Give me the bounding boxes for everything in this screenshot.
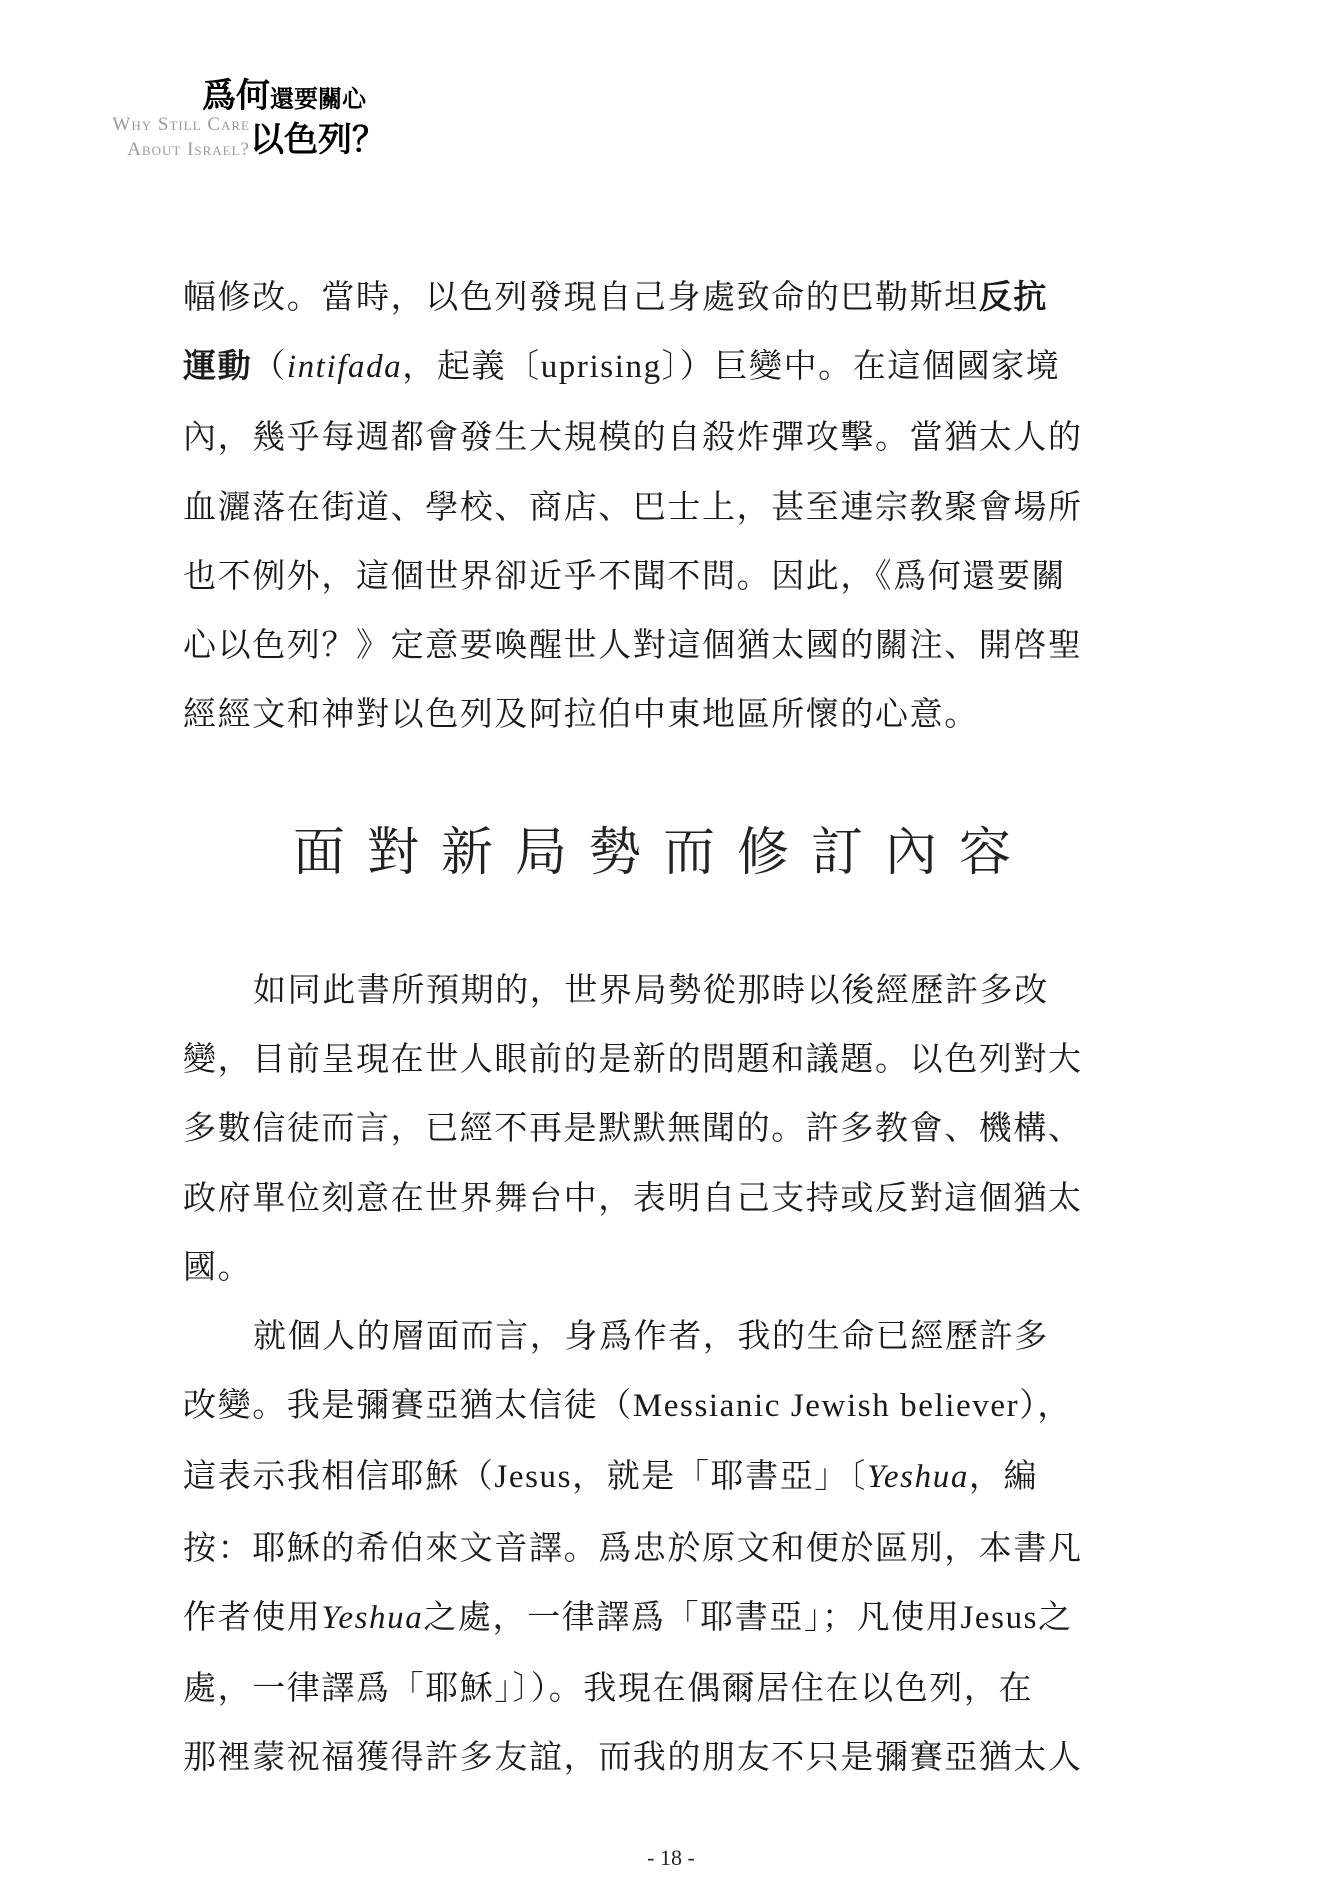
paragraph-1 [183, 262, 1143, 748]
text-run: （ [252, 346, 287, 386]
text-line: 如同此書所預期的，世界局勢從那時以後經歷許多改 [253, 970, 1049, 1009]
text-run: ，起義〔 [402, 346, 541, 386]
paragraph-text [183, 262, 1143, 748]
text-line: 那裡蒙祝福獲得許多友誼，而我的朋友不只是彌賽亞猶太人 [183, 1737, 1083, 1777]
latin-term: Messianic Jewish believer [632, 1388, 1020, 1425]
title-en-line1: Why Still Care [112, 114, 250, 135]
latin-term: uprising [540, 349, 662, 386]
text-run: ，就是「耶書亞」〔 [572, 1456, 867, 1496]
text-line: 按：耶穌的希伯來文音譯。爲忠於原文和便於區別，本書凡 [183, 1527, 1083, 1567]
text-run: 之處，一律譯爲「耶書亞」；凡使用 [423, 1596, 961, 1636]
paragraph-3 [183, 1301, 1143, 1791]
title-zh-big: 爲何 [202, 76, 270, 116]
text-run: ，編 [968, 1456, 1039, 1496]
italic-term: intifada [286, 349, 403, 386]
paragraph-text [183, 955, 1143, 1301]
title-zh-line2: 以色列？ [250, 120, 386, 160]
text-run: 幅修改。當時，以色列發現自己身處致命的巴勒斯坦 [183, 277, 979, 316]
paragraph-text [183, 1301, 1143, 1791]
title-en-line2: About Israel? [127, 139, 250, 160]
text-line: 經經文和神對以色列及阿拉伯中東地區所懷的心意。 [183, 694, 979, 734]
book-header [90, 68, 390, 168]
text-line: 心以色列？》定意要喚醒世人對這個猶太國的關注、開啓聖 [183, 625, 1083, 665]
text-line: 就個人的層面而言，身爲作者，我的生命已經歷許多 [253, 1316, 1049, 1355]
text-line: 變，目前呈現在世人眼前的是新的問題和議題。以色列對大 [183, 1039, 1083, 1079]
page-number: - 18 - [647, 1845, 695, 1870]
text-line: 處，一律譯爲「耶穌」〕）。我現在偶爾居住在以色列，在 [183, 1668, 1034, 1708]
text-run: 作者使用 [183, 1596, 322, 1636]
text-run: 改變。我是彌賽亞猶太信徒（ [183, 1385, 633, 1425]
text-line: 內，幾乎每週都會發生大規模的自殺炸彈攻擊。當猶太人的 [183, 417, 1083, 457]
text-line: 也不例外，這個世界卻近乎不聞不問。因此，《爲何還要關 [183, 555, 1067, 595]
text-line: 多數信徒而言，已經不再是默默無聞的。許多教會、機構、 [183, 1108, 1083, 1148]
book-title-en [90, 112, 250, 162]
text-run: 〕）巨變中。在這個國家境 [661, 346, 1061, 386]
bold-term: 運動 [183, 346, 253, 386]
text-line: 國。 [183, 1246, 253, 1286]
section-heading: 面對新局勢而修訂內容 [292, 823, 1033, 883]
paragraph-2 [183, 955, 1143, 1301]
text-run: 之 [1038, 1596, 1073, 1636]
text-run: 這表示我相信耶穌（ [183, 1456, 495, 1496]
text-line: 政府單位刻意在世界舞台中，表明自己支持或反對這個猶太 [183, 1177, 1083, 1217]
text-line: 血灑落在街道、學校、商店、巴士上，甚至連宗教聚會場所 [183, 486, 1083, 526]
italic-term: Yeshua [867, 1459, 969, 1496]
bold-term: 反抗 [978, 277, 1049, 316]
text-run: ）， [1019, 1385, 1072, 1425]
title-zh-small: 還要關心 [270, 84, 366, 113]
latin-term: Jesus [494, 1459, 573, 1496]
latin-term: Jesus [960, 1599, 1039, 1636]
italic-term: Yeshua [321, 1599, 424, 1636]
